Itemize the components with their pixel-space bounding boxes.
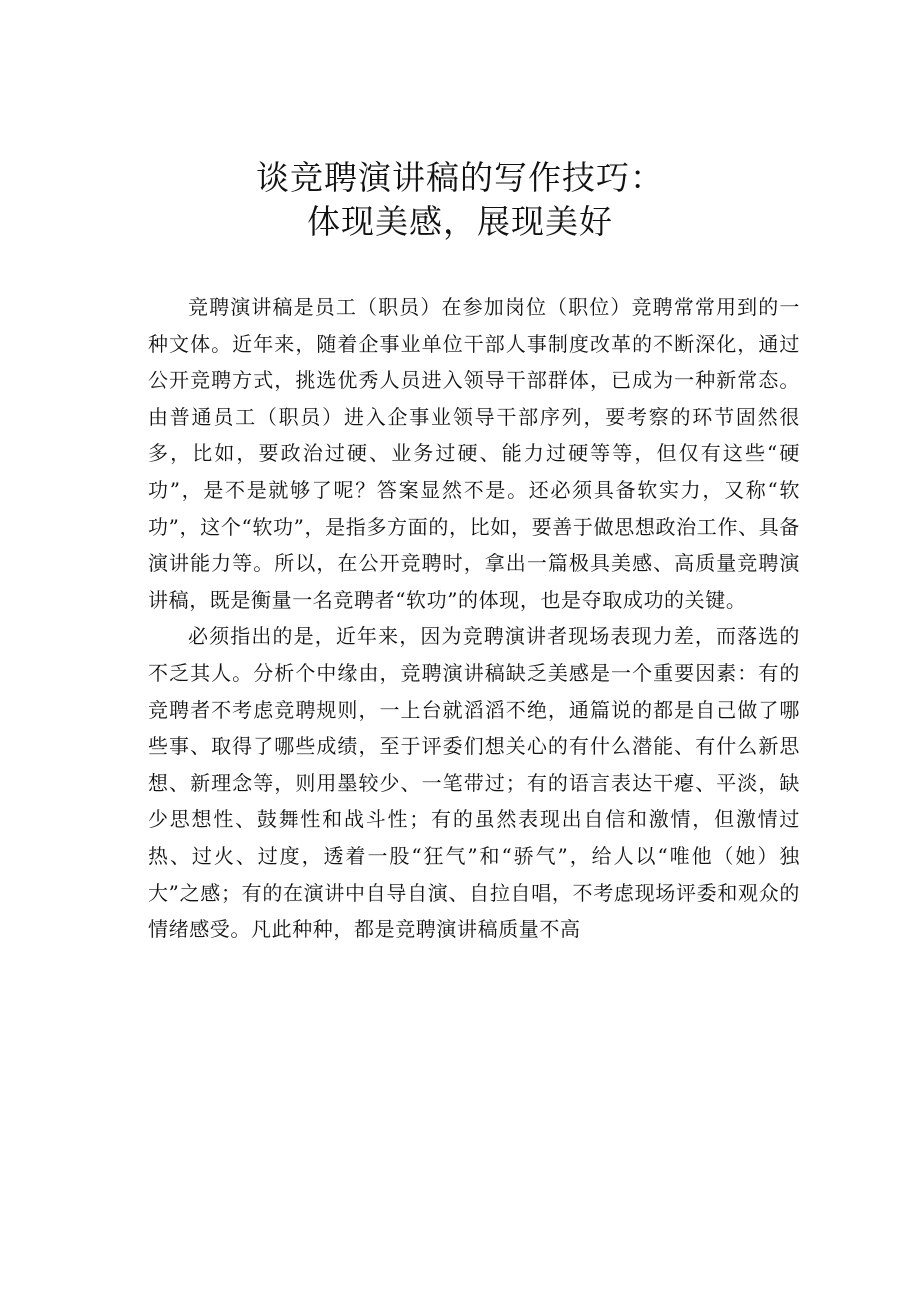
document-title [0, 156, 920, 244]
document-body [148, 289, 800, 948]
paragraph-1: 竞聘演讲稿是员工（职员）在参加岗位（职位）竞聘常常用到的一种文体。近年来，随着企事业单位干部人事制度改革的不断深化，通过公开竞聘方式，挑选优秀人员进入领导干部群体，已成为一种新常态。由普通员工（职员）进入企事业领导干部序列，要考察的环节固然很多，比如，要政治过硬、业务过硬、能力过硬等等，但仅有这些“硬功”，是不是就够了呢？答案显然不是。还必须具备软实力，又称“软功”，这个“软功”，是指多方面的，比如，要善于做思想政治工作、具备演讲能力等。所以，在公开竞聘时，拿出一篇极具美感、高质量竞聘演讲稿，既是衡量一名竞聘者“软功”的体现，也是夺取成功的关键。 [148, 295, 800, 612]
title-line-1: 谈竞聘演讲稿的写作技巧： [256, 158, 664, 197]
title-line-2: 体现美感，展现美好 [307, 202, 613, 241]
paragraph-2: 必须指出的是，近年来，因为竞聘演讲者现场表现力差，而落选的不乏其人。分析个中缘由，竞聘演讲稿缺乏美感是一个重要因素：有的竞聘者不考虑竞聘规则，一上台就滔滔不绝，通篇说的都是自己做了哪些事、取得了哪些成绩，至于评委们想关心的有什么潜能、有什么新思想、新理念等，则用墨较少、一笔带过；有的语言表达干瘪、平淡，缺少思想性、鼓舞性和战斗性；有的虽然表现出自信和激情，但激情过热、过火、过度，透着一股“狂气”和“骄气”，给人以“唯他（她）独大”之感；有的在演讲中自导自演、自拉自唱，不考虑现场评委和观众的情绪感受。凡此种种，都是竞聘演讲稿质量不高 [148, 624, 800, 942]
